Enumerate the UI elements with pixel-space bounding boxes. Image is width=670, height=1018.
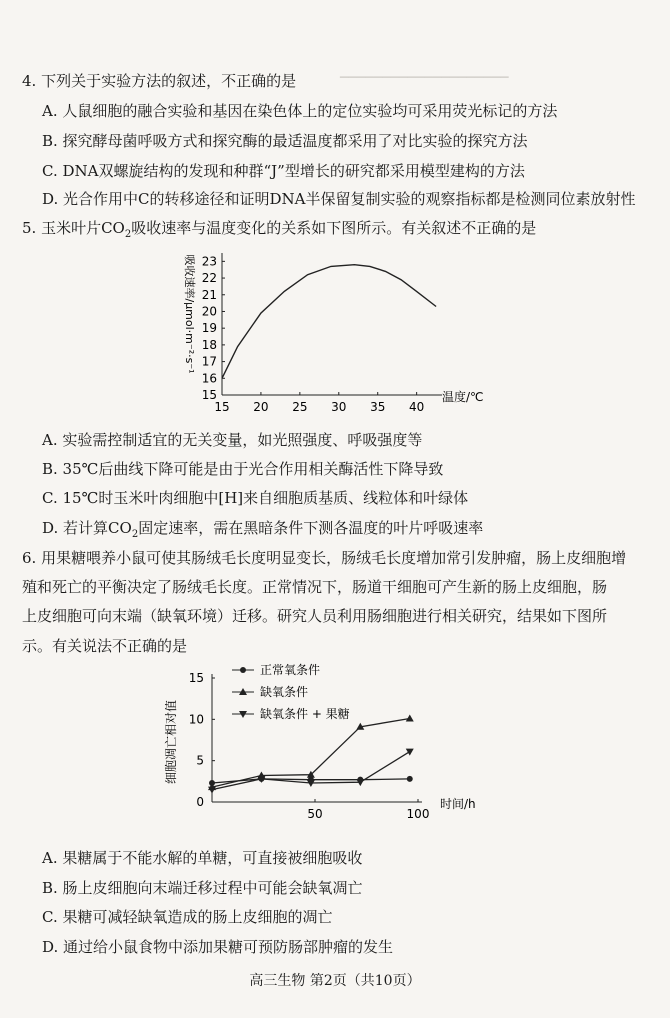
- q6-stem-line4: 示。有关说法不正确的是: [22, 637, 188, 655]
- x-tick-label: 30: [331, 400, 347, 414]
- q6-stem-line3: 上皮细胞可向末端（缺氧环境）迁移。研究人员利用肠细胞进行相关研究，结果如下图所: [22, 607, 608, 625]
- x-axis-title: 温度/℃: [442, 390, 484, 404]
- x-tick-label: 20: [253, 400, 269, 414]
- y-tick-label: 5: [196, 753, 204, 768]
- q5-option-c: C. 15℃时玉米叶肉细胞中[H]来自细胞质基质、线粒体和叶绿体: [42, 489, 469, 507]
- q6-option-a: A. 果糖属于不能水解的单糖，可直接被细胞吸收: [42, 849, 363, 867]
- bleed-through: ────────────────────: [340, 70, 509, 86]
- q4-option-b: B. 探究酵母菌呼吸方式和探究酶的最适温度都采用了对比实验的探究方法: [42, 132, 528, 150]
- y-axis-title: 细胞凋亡相对值: [164, 699, 178, 785]
- y-tick-label: 21: [201, 287, 217, 302]
- y-axis-title: 吸收速率/μmol·m⁻²·s⁻¹: [183, 254, 196, 374]
- q5-option-b: B. 35℃后曲线下降可能是由于光合作用相关酶活性下降导致: [42, 460, 444, 478]
- y-tick-label: 16: [201, 371, 217, 386]
- y-tick-label: 0: [196, 795, 204, 809]
- y-tick-label: 19: [201, 321, 217, 336]
- q6-stem-line1: 6. 用果糖喂养小鼠可使其肠绒毛长度明显变长，肠绒毛长度增加常引发肿瘤，肠上皮细胞增: [22, 549, 627, 567]
- y-tick-label: 22: [201, 271, 217, 286]
- q6-option-b: B. 肠上皮细胞向末端迁移过程中可能会缺氧凋亡: [42, 879, 363, 897]
- x-tick-label: 40: [409, 400, 425, 414]
- legend-label: 缺氧条件 + 果糖: [260, 707, 350, 721]
- q5-option-a: A. 实验需控制适宜的无关变量，如光照强度、呼吸强度等: [42, 431, 423, 449]
- x-axis-title: 时间/h: [440, 797, 476, 811]
- page-footer: 高三生物 第2页（共10页）: [249, 973, 421, 989]
- q5-option-d: D. 若计算$CO_2$固定速率，需在黑暗条件下测各温度的叶片呼吸速率: [42, 519, 484, 540]
- y-tick-label: 18: [201, 337, 217, 352]
- temp-co2-chart: [0, 245, 670, 435]
- co2-curve: [222, 265, 436, 379]
- legend-label: 缺氧条件: [260, 685, 309, 699]
- q4-option-d: D. 光合作用中C的转移途径和证明DNA半保留复制实验的观察指标都是检测同位素放射性: [42, 190, 636, 208]
- x-tick-label: 35: [370, 400, 386, 414]
- y-tick-label: 10: [188, 712, 204, 727]
- q5-stem: 5. 玉米叶片$CO_2$吸收速率与温度变化的关系如下图所示。有关叙述不正确的是: [22, 219, 537, 240]
- x-tick-label: 100: [406, 807, 430, 821]
- data-point: [406, 749, 414, 756]
- y-tick-label: 15: [201, 388, 217, 402]
- data-point: [407, 776, 413, 782]
- x-tick-label: 25: [292, 400, 308, 414]
- y-tick-label: 15: [188, 671, 204, 685]
- y-tick-label: 23: [201, 254, 217, 269]
- legend-label: 正常氧条件: [260, 663, 321, 677]
- x-tick-label: 50: [307, 807, 323, 821]
- q4-stem: 4. 下列关于实验方法的叙述，不正确的是: [22, 72, 297, 90]
- q6-option-c: C. 果糖可减轻缺氧造成的肠上皮细胞的凋亡: [42, 908, 333, 926]
- data-point: [240, 667, 246, 673]
- q4-option-c: C. DNA双螺旋结构的发现和种群“J”型增长的研究都采用模型建构的方法: [42, 162, 525, 180]
- data-point: [406, 715, 414, 722]
- q6-option-d: D. 通过给小鼠食物中添加果糖可预防肠部肿瘤的发生: [42, 938, 394, 956]
- q6-stem-line2: 殖和死亡的平衡决定了肠绒毛长度。正常情况下，肠道干细胞可产生新的肠上皮细胞，肠: [22, 578, 608, 596]
- y-tick-label: 20: [201, 304, 217, 319]
- y-tick-label: 17: [201, 354, 217, 369]
- q4-option-a: A. 人鼠细胞的融合实验和基因在染色体上的定位实验均可采用荧光标记的方法: [42, 102, 558, 120]
- x-tick-label: 15: [214, 400, 230, 414]
- apoptosis-chart: [0, 662, 670, 842]
